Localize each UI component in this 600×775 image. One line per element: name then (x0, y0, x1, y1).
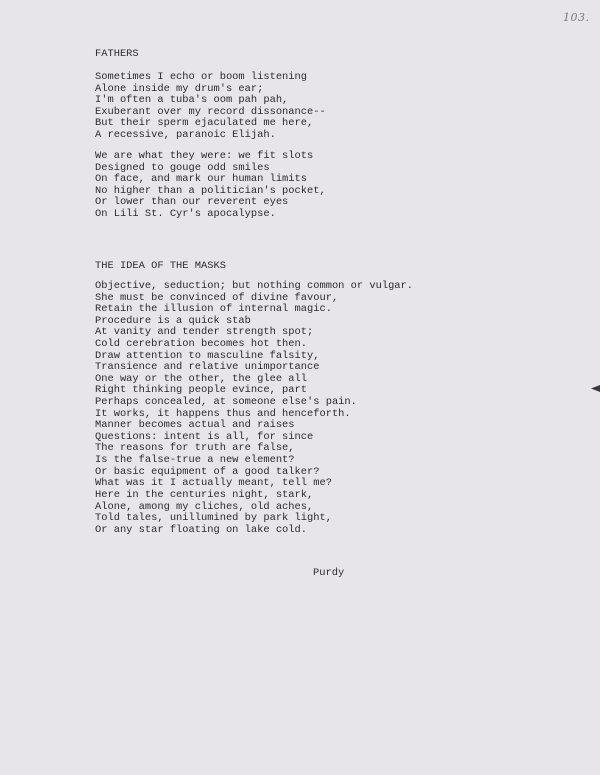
poem-line: A recessive, paranoic Elijah. (95, 128, 276, 141)
poem-line: Cold cerebration becomes hot then. (95, 337, 308, 350)
poem-line: It works, it happens thus and henceforth. (95, 407, 351, 420)
poem-title-idea-of-the-masks: THE IDEA OF THE MASKS (95, 260, 226, 272)
poem-line: On Lili St. Cyr's apocalypse. (95, 207, 276, 220)
poem-line: Questions: intent is all, for since (95, 430, 314, 443)
poem-line: At vanity and tender strength spot; (95, 326, 314, 339)
poem-line: Objective, seduction; but nothing common or vulgar. (95, 280, 414, 292)
poem-title-fathers: FATHERS (95, 48, 139, 60)
poem-line: Right thinking people evince, part (95, 384, 308, 397)
masks-stanza-2 (95, 490, 332, 536)
poem-line: One way or the other, the glee all (95, 372, 308, 385)
poem-line: Designed to gouge odd smiles (95, 161, 270, 174)
poem-line: Sometimes I echo or boom listening (95, 71, 308, 83)
poem-line: We are what they were: we fit slots (95, 150, 314, 162)
poem-line: What was it I actually meant, tell me? (95, 477, 332, 490)
poem-line: But their sperm ejaculated me here, (95, 117, 314, 130)
poem-line: Exuberant over my record dissonance-- (95, 105, 326, 118)
poem-line: Retain the illusion of internal magic. (95, 303, 332, 316)
poem-line: Or basic equipment of a good talker? (95, 465, 320, 478)
poem-line: Draw attention to masculine falsity, (95, 349, 320, 362)
masks-stanza-1 (95, 281, 413, 490)
poem-line: No higher than a politician's pocket, (95, 184, 326, 197)
poem-line: Alone inside my drum's ear; (95, 82, 264, 95)
poem-line: I'm often a tuba's oom pah pah, (95, 94, 289, 107)
poem-line: Told tales, unillumined by park light, (95, 512, 332, 525)
poem-line: Alone, among my cliches, old aches, (95, 500, 314, 513)
poem-line: Or any star floating on lake cold. (95, 523, 308, 536)
page-edge-mark (591, 385, 600, 392)
poem-line: The reasons for truth are false, (95, 442, 295, 455)
poem-line: Manner becomes actual and raises (95, 419, 295, 432)
poem-line: Here in the centuries night, stark, (95, 489, 314, 501)
fathers-stanza-1 (95, 72, 326, 142)
poem-line: Procedure is a quick stab (95, 314, 251, 327)
poem-line: On face, and mark our human limits (95, 173, 308, 186)
poem-line: Or lower than our reverent eyes (95, 196, 289, 209)
poem-line: Transience and relative unimportance (95, 361, 320, 374)
poem-line: Is the false-true a new element? (95, 453, 295, 466)
author-signature: Purdy (313, 567, 345, 579)
poem-line: Perhaps concealed, at someone else's pain. (95, 395, 357, 408)
page-number: 103. (563, 11, 590, 24)
poem-line: She must be convinced of divine favour, (95, 291, 339, 304)
fathers-stanza-2 (95, 151, 326, 221)
